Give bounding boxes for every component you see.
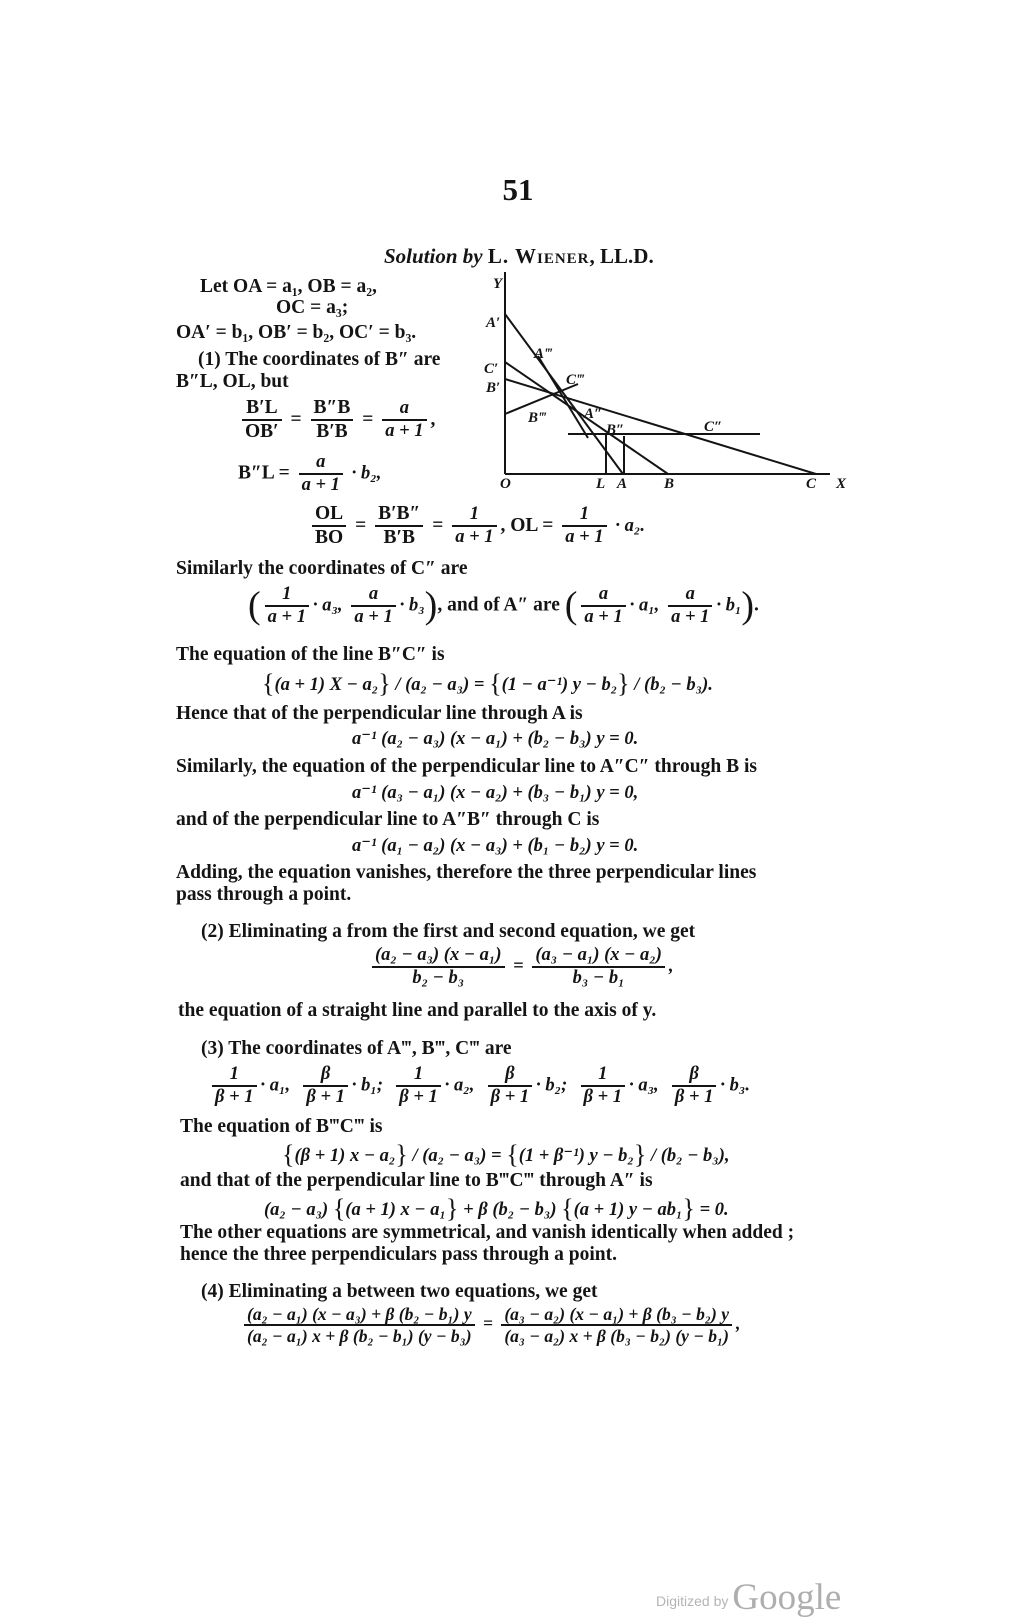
label-c-double: C″ [704, 419, 723, 435]
label-a-prime: A′ [486, 315, 501, 331]
part3-line-label: The equation of B‴C‴ is [180, 1116, 383, 1137]
label-y: Y [493, 276, 503, 292]
and-c-text: and of the perpendicular line to A″B″ through C is [176, 809, 600, 830]
setup-line-2: OC = a₃; [276, 297, 349, 318]
hence-perp-text: Hence that of the perpendicular line through A is [176, 703, 583, 724]
label-b: B [664, 476, 675, 492]
part4-equation: $\frac{\text{(a₂ − a₁) (x − a₃) + β (b₂ − b₁) y}}{\text{(a₂ − a₁) x + β (b₂ − b₁) (y − b₃)}}$ = $\frac{\text{(a₃ − a₂) (x − a₁) + β (b₃ − b₂) y}}{\text{(a₃ − a₂) x + β (b₃ − b₂) (y − b₁)}}$ , [240, 1304, 740, 1346]
setup-line-4: (1) The coordinates of B″ are [198, 349, 441, 370]
setup-line-1: Let OA = a₁, OB = a₂, [200, 276, 377, 297]
label-b-prime: B′ [486, 380, 501, 396]
setup-line-3: OA′ = b₁, OB′ = b₂, OC′ = b₃. [176, 322, 417, 343]
part3-conclusion-1: The other equations are symmetrical, and vanish identically when added ; [180, 1222, 795, 1243]
label-c: C [806, 476, 817, 492]
heading-author: L. Wiener [487, 244, 590, 268]
page-number: 51 [502, 172, 534, 207]
perp-a-equation: a⁻¹ (a₂ − a₃) (x − a₁) + (b₂ − b₃) y = 0. [352, 729, 639, 749]
heading-prefix: Solution by [384, 244, 483, 268]
line-bc-label: The equation of the line B″C″ is [176, 644, 445, 665]
part4-text: (4) Eliminating a between two equations, we get [201, 1281, 598, 1302]
adding-text: Adding, the equation vanishes, therefore the three perpendicular lines [176, 862, 757, 883]
part2-text: (2) Eliminating a from the first and second equation, we get [201, 921, 696, 942]
label-a: A [617, 476, 628, 492]
setup-line-5: B″L, OL, but [176, 371, 289, 392]
adding-text-2: pass through a point. [176, 884, 352, 905]
label-o: O [500, 476, 511, 492]
perp-c-equation: a⁻¹ (a₁ − a₂) (x − a₃) + (b₁ − b₂) y = 0. [352, 836, 639, 856]
google-logo: Google [732, 1577, 842, 1618]
line-bc-equation: {(a + 1) X − a₂} / (a₂ − a₃) = {(1 − a⁻¹) y − b₂} / (b₂ − b₃). [262, 669, 713, 698]
part2-conclusion: the equation of a straight line and parallel to the axis of y. [178, 1000, 657, 1021]
label-c-prime: C′ [484, 361, 499, 377]
coords-equation: ( $\frac{1}{a + 1}$ · a₃, $\frac{a}{a + 1}$ · b₃), and of A″ are ( $\frac{a}{a + 1}$ · a₁, $\frac{a}{a + 1}$ · b₁). [248, 584, 759, 628]
part3-text: (3) The coordinates of A‴, B‴, C‴ are [201, 1038, 512, 1059]
geometry-figure [478, 262, 858, 498]
line-c-prime-c [505, 379, 816, 474]
label-a-double: A″ [584, 406, 603, 422]
label-x: X [836, 476, 847, 492]
bl-equation: B″L = $\frac{a}{a + 1}$ · b₂, [238, 452, 382, 496]
part2-equation: $\frac{\text{(a₂ − a₃) (x − a₁)}}{\text{b₂ − b₃}}$ = $\frac{\text{(a₃ − a₁) (x − a₂)}}{\text{b₃ − b₁}}$ , [368, 945, 674, 990]
part3-perp-equation: (a₂ − a₃) {(a + 1) x − a₁} + β (b₂ − b₃) {(a + 1) y − ab₁} = 0. [264, 1194, 729, 1223]
label-c-triple: C‴ [566, 372, 585, 388]
perp-b-equation: a⁻¹ (a₃ − a₁) (x − a₂) + (b₃ − b₁) y = 0, [352, 783, 639, 803]
label-b-double: B″ [606, 422, 625, 438]
part3-coords: $\frac{1}{\beta + 1}$ · a₁, $\frac{\beta}{\beta + 1}$ · b₁; $\frac{1}{\beta + 1}$ · a₂, $\frac{\beta}{\beta + 1}$ · b₂; $\frac{1}{\beta + 1}$ · a₃, $\frac{\beta}{\beta + 1}$ · b₃. [208, 1064, 750, 1109]
ol-equation: $\frac{OL}{BO}$ = $\frac{B'B''}{B'B}$ = $\frac{1}{a + 1}$ , OL = $\frac{1}{a + 1}$ · a₂. [308, 503, 645, 550]
heading-suffix: , LL.D. [589, 244, 654, 268]
part3-line-equation: {(β + 1) x − a₂} / (a₂ − a₃) = {(1 + β⁻¹) y − b₂} / (b₂ − b₃), [282, 1140, 730, 1169]
part3-perp-label: and that of the perpendicular line to B‴C‴ through A″ is [180, 1170, 653, 1191]
label-a-triple: A‴ [534, 346, 553, 362]
digitized-watermark: Digitized by Google [656, 1577, 842, 1618]
label-b-triple: B‴ [528, 410, 547, 426]
label-l: L [596, 476, 606, 492]
similar-c-text: Similarly the coordinates of C″ are [176, 558, 468, 579]
similarly-b-text: Similarly, the equation of the perpendicular line to A″C″ through B is [176, 756, 757, 777]
part3-conclusion-2: hence the three perpendiculars pass through a point. [180, 1244, 617, 1265]
ratio-equation-1: $\frac{B'L}{OB'}$ = $\frac{B''B}{B'B}$ = $\frac{a}{a + 1}$ , [238, 397, 435, 444]
